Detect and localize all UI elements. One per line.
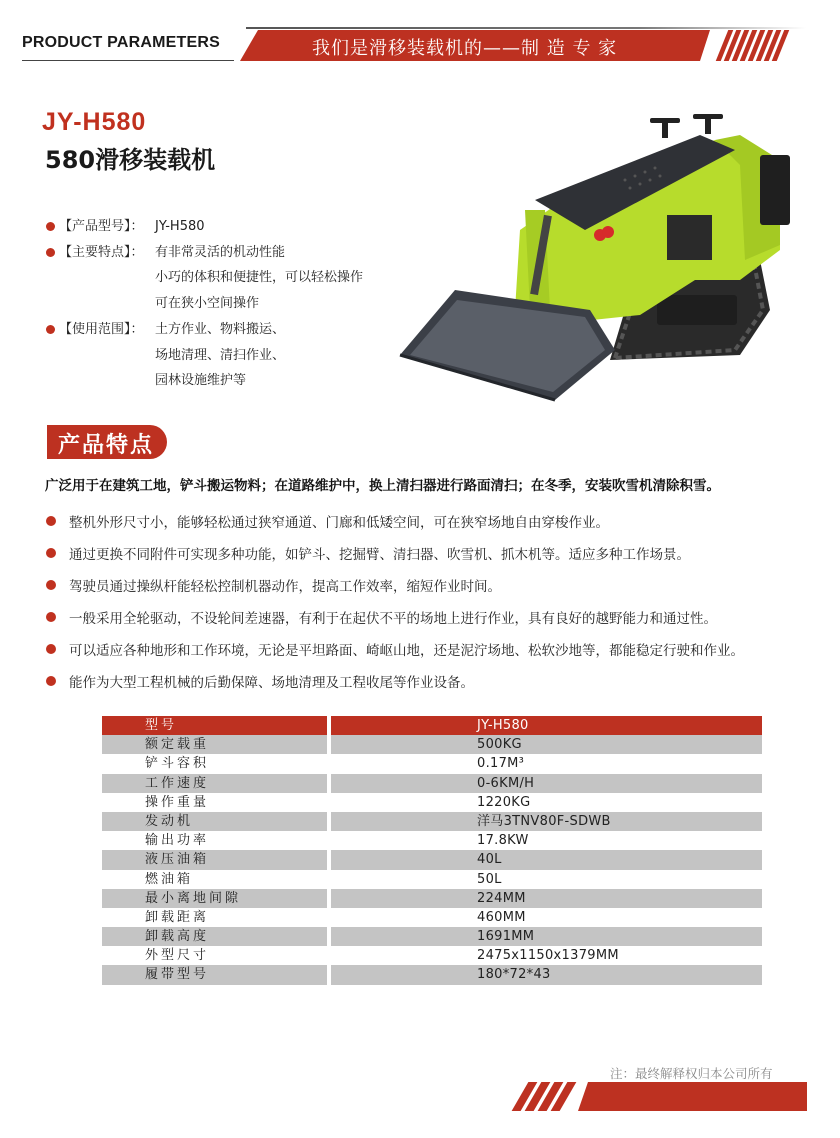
spec-label: 【产品型号】： bbox=[59, 219, 144, 234]
param-value: 460MM bbox=[477, 909, 526, 925]
bullet-dot-icon bbox=[46, 222, 55, 231]
bullet-dot-icon bbox=[46, 644, 56, 654]
table-row bbox=[102, 812, 762, 831]
features-list bbox=[46, 505, 744, 697]
product-spec-list bbox=[46, 214, 363, 394]
table-row bbox=[102, 831, 762, 850]
features-intro: 广泛用于在建筑工地，铲斗搬运物料；在道路维护中，换上清扫器进行路面清扫；在冬季，安装吹雪机清除积雪。 bbox=[45, 478, 720, 494]
section-title: PRODUCT PARAMETERS bbox=[22, 34, 220, 51]
param-value: 0-6KM/H bbox=[331, 774, 762, 793]
spec-value: 场地清理、清扫作业、 bbox=[155, 347, 286, 363]
table-row bbox=[102, 793, 762, 812]
table-row bbox=[102, 870, 762, 889]
param-value: 17.8KW bbox=[477, 833, 529, 849]
table-row bbox=[102, 774, 762, 793]
param-label: 最小离地间隙 bbox=[102, 889, 327, 908]
footer-note: 注：最终解释权归本公司所有 bbox=[610, 1066, 773, 1081]
spec-label: 【主要特点】： bbox=[59, 244, 144, 260]
footer-stripes-decoration bbox=[520, 1082, 568, 1111]
feature-item bbox=[46, 537, 744, 569]
spec-value: JY-H580 bbox=[155, 219, 205, 234]
param-label: 燃油箱 bbox=[145, 871, 194, 887]
table-row bbox=[102, 754, 762, 773]
spec-label: 【使用范围】： bbox=[59, 321, 144, 337]
header-top-line bbox=[246, 27, 806, 29]
param-label: 工作速度 bbox=[102, 774, 327, 793]
bullet-dot-icon bbox=[46, 516, 56, 526]
bullet-dot-icon bbox=[46, 612, 56, 622]
param-label: 卸载距离 bbox=[145, 909, 210, 925]
param-value: 洋马3TNV80F-SDWB bbox=[331, 812, 762, 831]
feature-text: 整机外形尺寸小，能够轻松通过狭窄通道、门廊和低矮空间，可在狭窄场地自由穿梭作业。 bbox=[69, 515, 609, 531]
parameters-table bbox=[102, 716, 762, 985]
bullet-dot-icon bbox=[46, 325, 55, 334]
spec-value: 土方作业、物料搬运、 bbox=[155, 321, 286, 337]
header-stripes-decoration bbox=[722, 30, 783, 61]
bullet-dot-icon bbox=[46, 548, 56, 558]
param-label: 外型尺寸 bbox=[145, 948, 210, 964]
param-value: 2475x1150x1379MM bbox=[477, 948, 619, 964]
bullet-dot-icon bbox=[46, 248, 55, 257]
slogan-text: 我们是滑移装载机的——制 造 专 家 bbox=[312, 38, 618, 59]
param-label: 液压油箱 bbox=[102, 850, 327, 869]
spec-value: 有非常灵活的机动性能 bbox=[155, 244, 286, 260]
param-value: 1220KG bbox=[477, 794, 531, 810]
feature-text: 通过更换不同附件可实现多种功能，如铲斗、挖掘臂、清扫器、吹雪机、抓木机等。适应多种工作场景。 bbox=[69, 547, 690, 563]
spec-item-usage bbox=[46, 317, 363, 394]
table-header-label: 型号 bbox=[102, 716, 327, 735]
table-row bbox=[102, 850, 762, 869]
param-value: 50L bbox=[477, 871, 502, 887]
features-title: 产品特点 bbox=[58, 433, 155, 458]
table-row bbox=[102, 946, 762, 965]
param-label: 操作重量 bbox=[145, 794, 210, 810]
param-value: 40L bbox=[331, 850, 762, 869]
param-label: 铲斗容积 bbox=[145, 756, 210, 772]
product-name: 580滑移装载机 bbox=[45, 146, 216, 174]
table-row bbox=[102, 965, 762, 984]
param-label: 输出功率 bbox=[145, 833, 210, 849]
param-value: 0.17M³ bbox=[477, 756, 525, 772]
spec-value: 可在狭小空间操作 bbox=[155, 296, 260, 312]
table-row bbox=[102, 908, 762, 927]
feature-item bbox=[46, 569, 744, 601]
param-value: 1691MM bbox=[331, 927, 762, 946]
param-label: 卸载高度 bbox=[102, 927, 327, 946]
feature-text: 能作为大型工程机械的后勤保障、场地清理及工程收尾等作业设备。 bbox=[69, 675, 474, 691]
skid-steer-loader-image bbox=[395, 110, 815, 420]
param-label: 发动机 bbox=[102, 812, 327, 831]
table-row bbox=[102, 927, 762, 946]
table-header-value: JY-H580 bbox=[331, 716, 762, 735]
feature-item bbox=[46, 601, 744, 633]
feature-text: 驾驶员通过操纵杆能轻松控制机器动作，提高工作效率，缩短作业时间。 bbox=[69, 579, 501, 595]
feature-item bbox=[46, 633, 744, 665]
feature-text: 可以适应各种地形和工作环境，无论是平坦路面、崎岖山地，还是泥泞场地、松软沙地等，都能稳定行驶和作业。 bbox=[69, 643, 744, 659]
spec-item-model bbox=[46, 214, 363, 240]
param-value: 180*72*43 bbox=[331, 965, 762, 984]
param-value: 224MM bbox=[331, 889, 762, 908]
bullet-dot-icon bbox=[46, 580, 56, 590]
bullet-dot-icon bbox=[46, 676, 56, 686]
table-row bbox=[102, 889, 762, 908]
title-underline bbox=[22, 60, 234, 61]
footer-bar bbox=[578, 1082, 807, 1111]
table-header-row bbox=[102, 716, 762, 735]
spec-value: 小巧的体积和便捷性，可以轻松操作 bbox=[155, 270, 364, 286]
table-row bbox=[102, 735, 762, 754]
feature-item bbox=[46, 505, 744, 537]
feature-item bbox=[46, 665, 744, 697]
param-label: 额定载重 bbox=[102, 735, 327, 754]
feature-text: 一般采用全轮驱动，不设轮间差速器，有利于在起伏不平的场地上进行作业，具有良好的越野能力和通过性。 bbox=[69, 611, 717, 627]
spec-value: 园林设施维护等 bbox=[155, 373, 247, 389]
product-model: JY-H580 bbox=[42, 108, 147, 136]
param-label: 履带型号 bbox=[102, 965, 327, 984]
param-value: 500KG bbox=[331, 735, 762, 754]
spec-item-features bbox=[46, 240, 363, 317]
